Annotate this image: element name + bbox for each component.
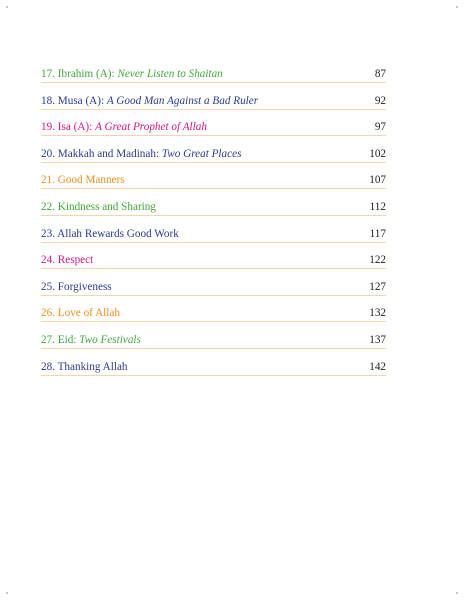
toc-entry-title: Good Manners [57,174,125,187]
toc-entry-text [41,148,241,161]
toc-entry-page: 97 [374,121,386,134]
toc-entry-number: 22. [41,200,55,213]
toc-entry-title: Love of Allah [57,307,120,320]
toc-entry[interactable] [41,62,386,89]
toc-entry-page: 137 [369,333,386,346]
toc-entry-line [41,301,386,320]
toc-entry-title: Ibrahim (A): [57,68,118,80]
toc-entry-title: Thanking Allah [57,360,128,373]
toc-entry-rule [41,135,386,136]
toc-entry-number: 17. [41,68,55,80]
toc-entry-text [41,201,156,214]
toc-entry-title: Respect [57,254,94,267]
toc-entry[interactable] [41,222,386,249]
toc-entry-title: Makkah and Madinah: [57,147,162,160]
toc-entry[interactable] [41,328,386,355]
toc-entry-line [41,89,386,108]
toc-entry-line [41,142,386,161]
toc-entry[interactable] [41,301,386,328]
toc-entry-line [41,275,386,294]
toc-entry-rule [41,162,386,163]
toc-entry-line [41,222,386,241]
toc-entry-text [41,334,141,347]
toc-entry-number: 21. [41,174,55,187]
toc-entry-text [41,174,125,187]
toc-entry-number: 28. [41,360,55,373]
toc-entry-text [41,228,179,241]
crop-mark-bottom-right [456,592,458,594]
toc-entry-page: 132 [369,307,386,320]
toc-entry-number: 23. [41,227,55,240]
toc-entry-rule [41,215,386,216]
toc-entry-number: 19. [41,121,55,134]
toc-entry-line [41,115,386,134]
toc-entry-rule [41,321,386,322]
toc-entry-number: 24. [41,254,55,267]
toc-entry[interactable] [41,195,386,222]
toc-entry-text [41,361,128,374]
toc-entry-rule [41,268,386,269]
toc-entry-number: 27. [41,333,55,346]
toc-entry-text [41,281,112,294]
toc-entry-number: 25. [41,280,55,293]
toc-entry-text [41,95,258,108]
toc-entry[interactable] [41,142,386,169]
toc-entry-number: 20. [41,147,55,160]
toc-entry-rule [41,295,386,296]
toc-entry-title: Isa (A): [57,121,96,134]
toc-entry-page: 122 [369,254,386,267]
toc-entry-text [41,254,93,267]
toc-entry[interactable] [41,248,386,275]
toc-entry-rule [41,82,386,83]
toc-entry-line [41,355,386,374]
toc-entry-title: Musa (A): [57,94,107,107]
toc-entry[interactable] [41,275,386,302]
toc-entry-line [41,328,386,347]
toc-entry-subtitle: Two Great Places [161,147,242,160]
toc-entry-rule [41,348,386,349]
toc-entry[interactable] [41,89,386,116]
toc-entry-page: 127 [369,280,386,293]
toc-entry-rule [41,109,386,110]
toc-entry-page: 107 [369,174,386,187]
toc-entry-text [41,307,120,320]
toc-entry[interactable] [41,115,386,142]
toc-entry-page: 142 [369,360,386,373]
toc-entry-title: Forgiveness [57,280,112,293]
toc-entry-subtitle: Never Listen to Shaitan [117,68,223,80]
crop-mark-bottom-left [6,592,8,594]
toc-entry-page: 102 [369,147,386,160]
toc-entry-number: 18. [41,94,55,107]
toc-entry-rule [41,188,386,189]
toc-entry-page: 117 [369,227,386,240]
toc-entry-page: 112 [369,200,386,213]
toc-entry-title: Eid: [57,333,80,346]
toc-entry-text [41,68,223,81]
toc-entry-subtitle: A Great Prophet of Allah [95,121,207,134]
toc-entry-number: 26. [41,307,55,320]
toc-entry-line [41,62,386,81]
toc-entry-line [41,195,386,214]
toc-entry-title: Allah Rewards Good Work [57,227,179,240]
toc-entry-line [41,248,386,267]
toc-entry-text [41,121,207,134]
toc-entry-page: 87 [374,68,386,80]
toc-entry-subtitle: A Good Man Against a Bad Ruler [106,94,259,107]
toc-entry[interactable] [41,355,386,382]
toc-entry-rule [41,242,386,243]
toc-entry-page: 92 [374,94,386,107]
crop-mark-top-right [456,6,458,8]
toc-entry-title: Kindness and Sharing [57,200,156,213]
toc-entry[interactable] [41,168,386,195]
table-of-contents [41,62,386,381]
toc-entry-subtitle: Two Festivals [79,333,141,346]
toc-entry-rule [41,375,386,376]
toc-entry-line [41,168,386,187]
crop-mark-top-left [6,6,8,8]
